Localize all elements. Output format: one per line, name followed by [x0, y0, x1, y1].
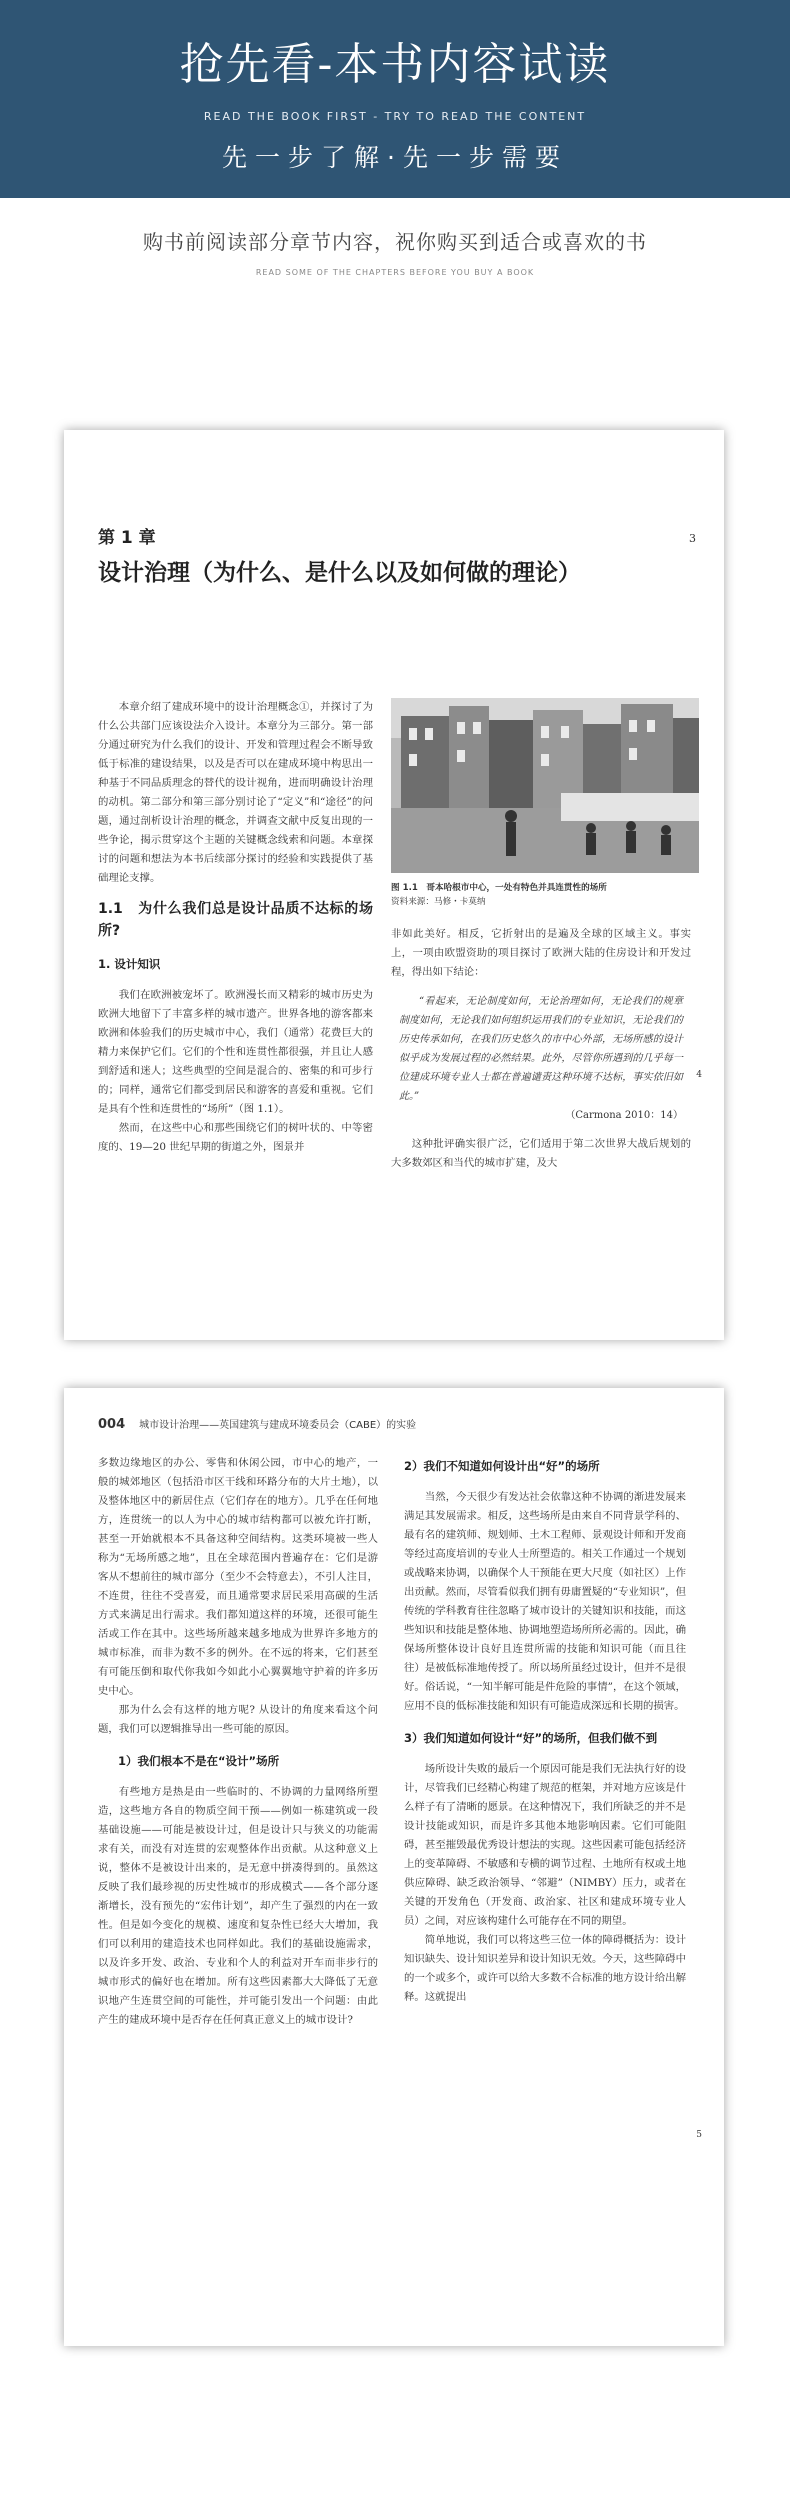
copenhagen-photo — [391, 698, 699, 873]
quote-text: “看起来，无论制度如何，无论治理如何，无论我们的规章制度如何，无论我们如何组织运用我们的专业知识，无论我们的历史传承如何，在我们历史悠久的市中心外部，无场所感的设计似乎成为发展过程的必然结果。此外，尽管你所遇到的几乎每一位建成环境专业人士都在普遍谴责这种环境不达标，事实依旧如此。” — [399, 996, 683, 1102]
page-number: 3 — [689, 532, 696, 545]
body-paragraph: 这种批评确实很广泛，它们适用于第二次世界大战后规划的大多数郊区和当代的城市扩建，及大 — [391, 1138, 691, 1169]
photo-illustration — [391, 698, 699, 873]
left-column — [98, 698, 373, 1157]
top-banner — [0, 0, 790, 198]
page-number: 004 — [98, 1417, 126, 1432]
chapter-title: 设计治理（为什么、是什么以及如何做的理论） — [98, 560, 581, 586]
subsection-title: 3）我们知道如何设计“好”的场所，但我们做不到 — [404, 1731, 658, 1745]
block-quote — [391, 992, 691, 1125]
footnote-ref: 5 — [696, 2130, 702, 2140]
body-paragraph: 简单地说，我们可以将这些三位一体的障碍概括为：设计知识缺失、设计知识差异和设计知识无效。今天，这些障碍中的一个或多个，或许可以给大多数不合标准的地方设计给出解释。这就提出 — [404, 1934, 686, 2003]
figure-caption-source: 资料来源：马修・卡莫纳 — [391, 897, 486, 907]
subsection-title: 1）我们根本不是在“设计”场所 — [118, 1754, 280, 1768]
figure-caption — [391, 881, 699, 909]
right-column — [391, 925, 691, 1173]
subsection-title: 1. 设计知识 — [98, 957, 161, 971]
footnote-ref: 4 — [696, 1070, 702, 1080]
intro-text-cn: 购书前阅读部分章节内容，祝你购买到适合或喜欢的书 — [143, 230, 647, 254]
running-head: 城市设计治理——英国建筑与建成环境委员会（CABE）的实验 — [139, 1420, 417, 1431]
body-paragraph: 有些地方是热是由一些临时的、不协调的力量网络所塑造，这些地方各自的物质空间干预——例如一栋建筑或一段基础设施——可能是被设计过，但是设计只与狭义的功能需求有关，而没有对连贯的宏观整体作出贡献。从这种意义上说，整体不是被设计出来的，是无意中拼凑得到的。虽然这反映了我们最珍视的历史性城市的形成模式——各个部分逐渐增长，没有预先的“宏伟计划”，却产生了强烈的内在一致性。但是如今变化的规模、速度和复杂性已经大大增加，我们可以利用的建造技术也同样如此。我们的基础设施需求，以及许多开发、政治、专业和个人的利益对开车而非步行的城市形式的偏好也在增加。所有这些因素都大大降低了无意识地产生连贯空间的可能性，并可能引发出一个问题：由此产生的建成环境中是否存在任何真正意义上的城市设计? — [98, 1786, 378, 2026]
intro-text-en: READ SOME OF THE CHAPTERS BEFORE YOU BUY A BOOK — [255, 268, 535, 277]
body-paragraph: 场所设计失败的最后一个原因可能是我们无法执行好的设计，尽管我们已经精心构建了规范的框架，并对地方应该是什么样子有了清晰的愿景。在这种情况下，我们所缺乏的并不是设计技能或知识，而是许多其他本地影响因素。它们可能阻碍，甚至摧毁最优秀设计想法的实现。这些因素可能包括经济上的变革障碍、不敏感和专横的调节过程、土地所有权或土地供应障碍、缺乏政治领导、“邻避”（NIMBY）压力，或者在关键的开发角色（开发商、政治家、社区和建成环境专业人员）之间，对应该构建什么可能存在不同的期望。 — [404, 1763, 686, 1927]
body-paragraph: 我们在欧洲被宠坏了。欧洲漫长而又精彩的城市历史为欧洲大地留下了丰富多样的城市遗产。世界各地的游客都来欧洲和体验我们的历史城市中心，我们（通常）花费巨大的精力来保护它们。它们的个性和连贯性都很强，并且让人感到舒适和迷人；这些典型的空间是混合的、密集的和可步行的；同样，通常它们都受到居民和游客的喜爱和重视。它们是具有个性和连贯性的“场所”（图 1.1）。 — [98, 989, 373, 1115]
quote-source: （Carmona 2010：14） — [565, 1110, 683, 1121]
body-paragraph: 那为什么会有这样的地方呢? 从设计的角度来看这个问题，我们可以逻辑推导出一些可能的原因。 — [98, 1704, 378, 1735]
left-column — [98, 1454, 378, 2030]
figure-caption-label: 图 1.1 哥本哈根市中心，一处有特色并具连贯性的场所 — [391, 883, 607, 893]
banner-title: 抢先看-本书内容试读 — [179, 39, 611, 90]
chapter-label: 第 1 章 — [98, 528, 156, 548]
body-paragraph: 然而，在这些中心和那些围绕它们的树叶状的、中等密度的、19—20 世纪早期的街道之外，图景并 — [98, 1122, 373, 1153]
book-page-4 — [64, 1388, 724, 2346]
banner-subtitle-en: READ THE BOOK FIRST - TRY TO READ THE CONTENT — [203, 110, 587, 123]
right-column — [404, 1454, 686, 2007]
body-paragraph: 多数边缘地区的办公、零售和休闲公园，市中心的地产，一般的城郊地区（包括沿市区干线和环路分布的大片土地），以及整体地区中的新居住点（它们存在的地方）。几乎在任何地方，连贯统一的以人为中心的城市结构都可以被允许打断，甚至一开始就根本不具备这种空间结构。这类环境被一些人称为“无场所感之地”，且在全球范围内普遍存在：它们是游客从不想前往的城市部分（至少不会特意去），不引人注目，不连贯，往往不受喜爱，而且通常要求居民采用高碳的生活方式来满足出行需求。我们都知道这样的环境，还很可能生活或工作在其中。这些场所越来越多地成为世界许多地方的城市标准，而非为数不多的例外。在不远的将来，它们甚至有可能压倒和取代你我如今如此小心翼翼地守护着的许多历史中心。 — [98, 1457, 378, 1697]
subsection-title: 2）我们不知道如何设计出“好”的场所 — [404, 1459, 600, 1473]
body-paragraph: 非如此美好。相反，它折射出的是遍及全球的区域主义。事实上，一项由欧盟资助的项目探讨了欧洲大陆的住房设计和开发过程，得出如下结论： — [391, 928, 691, 978]
running-header — [98, 1416, 416, 1432]
body-paragraph: 当然，今天很少有发达社会依靠这种不协调的渐进发展来满足其发展需求。相反，这些场所是由来自不同背景学科的、最有名的建筑师、规划师、土木工程师、景观设计师和开发商等经过高度培训的专业人士所塑造的。相关工作通过一个规划或战略来协调，以确保个人干预能在更大尺度（如社区）上作出贡献。然而，尽管看似我们拥有毋庸置疑的“专业知识”，但传统的学科教育往往忽略了城市设计的关键知识和技能，而这些知识和技能是整体地、协调地塑造场所所必需的。因此，确保场所整体设计良好且连贯所需的技能和知识可能（而且往往）是被低标准地传授了。所以场所虽经过设计，但并不是很好。俗话说，“一知半解可能是件危险的事情”，在这个领域，应用不良的低标准技能和知识有可能造成深远和长期的损害。 — [404, 1491, 686, 1712]
intro-paragraph: 本章介绍了建成环境中的设计治理概念①，并探讨了为什么公共部门应该设法介入设计。本章分为三部分。第一部分通过研究为什么我们的设计、开发和管理过程会不断导致低于标准的建设结果，以及是否可以在建成环境中构思出一种基于不同品质理念的替代的设计视角，进而明确设计治理的动机。第二部分和第三部分别讨论了“定义”和“途径”的问题，通过剖析设计治理的概念，并调查文献中反复出现的一些争论，揭示贯穿这个主题的关键概念线索和问题。本章探讨的问题和想法为本书后续部分探讨的经验和实践提供了基础理论支撑。 — [98, 701, 373, 884]
section-title: 1.1 为什么我们总是设计品质不达标的场所? — [98, 901, 373, 939]
book-page-3 — [64, 430, 724, 1340]
banner-slogan: 先一步了解·先一步需要 — [222, 143, 568, 172]
